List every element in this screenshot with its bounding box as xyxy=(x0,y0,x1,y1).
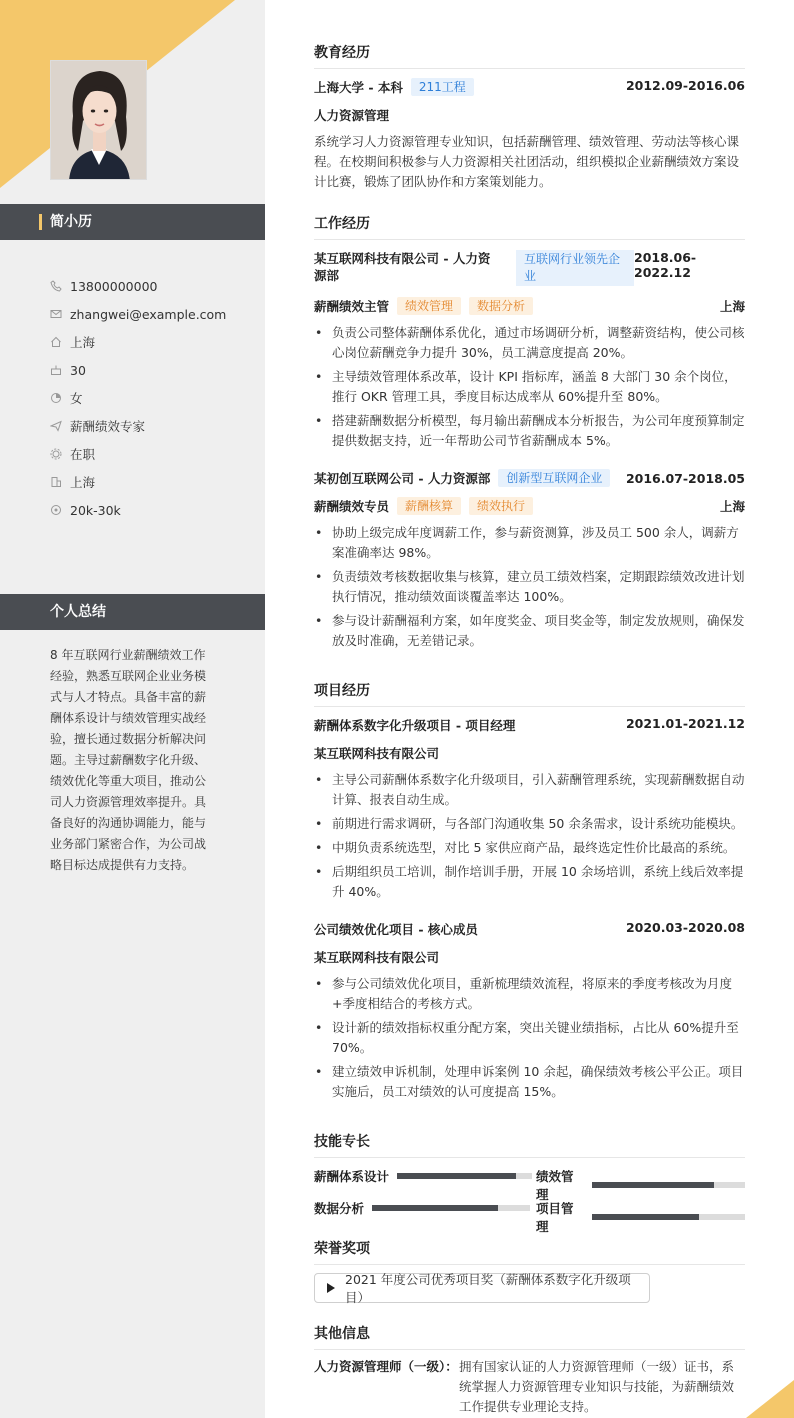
skill-bar xyxy=(372,1205,530,1211)
building-icon xyxy=(50,476,62,488)
skill-item: 薪酬体系设计 xyxy=(314,1167,532,1185)
job-bullets xyxy=(314,523,745,651)
job-company: 某互联网科技有限公司 - 人力资源部 xyxy=(314,251,491,283)
job-company: 某初创互联网公司 - 人力资源部 xyxy=(314,471,491,486)
education-desc: 系统学习人力资源管理专业知识，包括薪酬管理、绩效管理、劳动法等核心课程。在校期间积极参与人力资源相关社团活动，组织模拟企业薪酬绩效方案设计比赛，锻炼了团队协作和方案策划能力。 xyxy=(314,134,740,189)
home-icon xyxy=(50,336,62,348)
job-city: 上海 xyxy=(719,499,745,514)
project-name: 公司绩效优化项目 - 核心成员 xyxy=(314,922,478,937)
list-item: • 主导公司薪酬体系数字化升级项目，引入薪酬管理系统，实现薪酬数据自动计算、报表自动生成。 xyxy=(314,770,745,810)
send-icon xyxy=(50,420,62,432)
job-tag: 数据分析 xyxy=(469,297,533,315)
skill-bar-fill xyxy=(397,1173,516,1179)
job-tag: 绩效执行 xyxy=(469,497,533,515)
other-key: 人力资源管理师（一级）： xyxy=(314,1359,458,1374)
skill-item: 绩效管理 xyxy=(536,1167,745,1203)
other-item xyxy=(314,1357,745,1417)
salary-icon xyxy=(50,504,62,516)
list-item: • 负责公司整体薪酬体系优化，通过市场调研分析，调整薪资结构，使公司核心岗位薪酬竞争力提升 30%，员工满意度提高 20%。 xyxy=(314,323,745,363)
resume-heading: 简小历 xyxy=(0,204,265,240)
skill-item: 项目管理 xyxy=(536,1199,745,1235)
list-item: • 后期组织员工培训，制作培训手册，开展 10 余场培训，系统上线后效率提升 40%。 xyxy=(314,862,745,902)
education-entry xyxy=(314,78,745,192)
mail-icon xyxy=(50,308,62,320)
job-company-tag: 互联网行业领先企业 xyxy=(516,250,634,286)
job-tag: 薪酬核算 xyxy=(397,497,461,515)
job-tag: 绩效管理 xyxy=(397,297,461,315)
list-item: • 中期负责系统选型，对比 5 家供应商产品，最终选定性价比最高的系统。 xyxy=(314,838,745,858)
projects-title: 项目经历 xyxy=(314,680,745,707)
expand-triangle-icon xyxy=(327,1283,335,1293)
project-entry xyxy=(314,920,745,1106)
honors-title: 荣誉奖项 xyxy=(314,1238,745,1265)
contact-gender: 女 xyxy=(50,384,226,412)
status-icon xyxy=(50,448,62,460)
skill-bar-fill xyxy=(592,1182,714,1188)
job-entry xyxy=(314,250,745,455)
award-item[interactable]: 2021 年度公司优秀项目奖（薪酬体系数字化升级项目） xyxy=(314,1273,650,1303)
skill-bar xyxy=(592,1182,745,1188)
skill-bar xyxy=(592,1214,745,1220)
skill-bar xyxy=(397,1173,532,1179)
job-company-tag: 创新型互联网企业 xyxy=(498,469,610,487)
heading-accent-bar xyxy=(39,214,42,230)
sidebar xyxy=(0,0,265,1418)
list-item: • 参与公司绩效优化项目，重新梳理绩效流程，将原来的季度考核改为月度+季度相结合的考核方式。 xyxy=(314,974,745,1014)
skill-item: 数据分析 xyxy=(314,1199,530,1217)
list-item: • 主导绩效管理体系改革，设计 KPI 指标库，涵盖 8 大部门 30 余个岗位，推行 OKR 管理工具，季度目标达成率从 60%提升至 80%。 xyxy=(314,367,745,407)
contact-job-intent: 薪酬绩效专家 xyxy=(50,412,226,440)
contact-age: 30 xyxy=(50,356,226,384)
list-item: • 搭建薪酬数据分析模型，每月输出薪酬成本分析报告，为公司年度预算制定提供数据支持，近一年帮助公司节省薪酬成本 5%。 xyxy=(314,411,745,451)
work-title: 工作经历 xyxy=(314,213,745,240)
list-item: • 负责绩效考核数据收集与核算，建立员工绩效档案，定期跟踪绩效改进计划执行情况，推动绩效面谈覆盖率达 100%。 xyxy=(314,567,745,607)
job-role: 薪酬绩效主管 xyxy=(314,299,390,314)
project-bullets xyxy=(314,974,745,1102)
project-bullets xyxy=(314,770,745,902)
skills-title: 技能专长 xyxy=(314,1131,745,1158)
list-item: • 协助上级完成年度调薪工作，参与薪资测算，涉及员工 500 余人，调薪方案准确率达 98%。 xyxy=(314,523,745,563)
other-title: 其他信息 xyxy=(314,1323,745,1350)
avatar xyxy=(50,60,147,180)
job-period: 2018.06-2022.12 xyxy=(634,250,697,280)
contact-work-city: 上海 xyxy=(50,468,226,496)
list-item: • 参与设计薪酬福利方案，如年度奖金、项目奖金等，制定发放规则，确保发放及时准确，无差错记录。 xyxy=(314,611,745,651)
skill-bar-fill xyxy=(372,1205,498,1211)
project-period: 2020.03-2020.08 xyxy=(625,920,745,935)
corner-accent-triangle xyxy=(746,1380,794,1418)
education-title: 教育经历 xyxy=(314,42,745,69)
age-icon xyxy=(50,364,62,376)
contact-salary: 20k-30k xyxy=(50,496,226,524)
project-org: 某互联网科技有限公司 xyxy=(314,746,440,761)
phone-icon xyxy=(50,280,62,292)
list-item: • 前期进行需求调研，与各部门沟通收集 50 余条需求，设计系统功能模块。 xyxy=(314,814,745,834)
gender-icon xyxy=(50,392,62,404)
list-item: • 建立绩效申诉机制，处理申诉案例 10 余起，确保绩效考核公平公正。项目实施后，员工对绩效的认可度提高 15%。 xyxy=(314,1062,745,1102)
project-entry xyxy=(314,716,745,906)
list-item: • 设计新的绩效指标权重分配方案，突出关键业绩指标，占比从 60%提升至 70%。 xyxy=(314,1018,745,1058)
contact-phone: 13800000000 xyxy=(50,272,226,300)
education-major: 人力资源管理 xyxy=(314,108,390,123)
job-city: 上海 xyxy=(719,299,745,314)
school-tag: 211工程 xyxy=(411,78,474,96)
contact-email: zhangwei@example.com xyxy=(50,300,226,328)
job-period: 2016.07-2018.05 xyxy=(625,470,745,486)
job-role: 薪酬绩效专员 xyxy=(314,499,390,514)
project-org: 某互联网科技有限公司 xyxy=(314,950,440,965)
other-value: 拥有国家认证的人力资源管理师（一级）证书，系统掌握人力资源管理专业知识与技能，为薪酬绩效工作提供专业理论支持。 xyxy=(459,1359,735,1414)
skill-bar-fill xyxy=(592,1214,699,1220)
education-period: 2012.09-2016.06 xyxy=(625,78,745,93)
summary-heading: 个人总结 xyxy=(0,594,265,630)
contact-status: 在职 xyxy=(50,440,226,468)
job-bullets xyxy=(314,323,745,451)
project-name: 薪酬体系数字化升级项目 - 项目经理 xyxy=(314,718,516,733)
summary-text: 8 年互联网行业薪酬绩效工作经验，熟悉互联网企业业务模式与人才特点。具备丰富的薪酬体系设计与绩效管理实战经验，擅长通过数据分析解决问题。主导过薪酬数字化升级、绩效优化等重大项目，推动公司人力资源管理效率提升。具备良好的沟通协调能力，能与业务部门紧密合作，为公司战略目标达成提供有力支持。 xyxy=(50,648,207,872)
contact-list xyxy=(50,272,226,524)
school-name: 上海大学 - 本科 xyxy=(314,80,403,95)
project-period: 2021.01-2021.12 xyxy=(625,716,745,731)
contact-city: 上海 xyxy=(50,328,226,356)
job-entry xyxy=(314,469,745,655)
